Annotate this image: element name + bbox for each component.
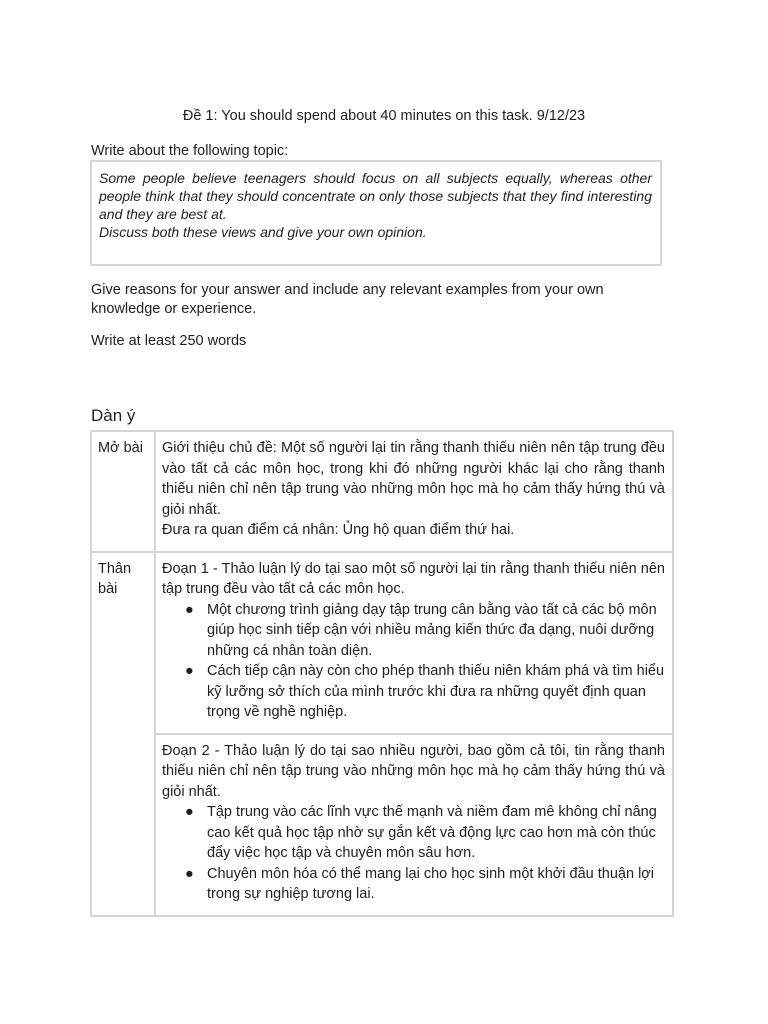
outline-row-body-2 (91, 734, 673, 916)
body-paragraph-2 (155, 734, 673, 916)
list-item (162, 864, 665, 905)
intro-content (155, 431, 673, 552)
page-title: Đề 1: You should spend about 40 minutes on this task. 9/12/23 (182, 108, 586, 124)
list-item-text: Một chương trình giảng dạy tập trung cân bằng vào tất cả các bộ môn giúp học sinh tiếp cận với nhiều mảng kiến thức đa dạng, nuôi dưỡng những cá nhân toàn diện. (207, 601, 657, 659)
outline-row-intro (91, 431, 673, 552)
list-item (162, 802, 665, 864)
outline-heading: Dàn ý (91, 406, 136, 425)
intro-topic: Giới thiệu chủ đề: Một số người lại tin rằng thanh thiếu niên nên tập trung đều vào tất cả các môn học, trong khi đó những người khác lại cho rằng thanh thiếu niên chỉ nên tập trung vào những môn học mà họ cảm thấy hứng thú và giỏi nhất. (162, 440, 665, 518)
paragraph-2-title: Đoạn 2 - Thảo luận lý do tại sao nhiều người, bao gồm cả tôi, tin rằng thanh thiếu niên chỉ nên tập trung vào những môn học mà họ cảm thấy hứng thú và giỏi nhất. (162, 742, 665, 800)
intro-label: Mở bài (91, 431, 155, 552)
topic-statement: Some people believe teenagers should focus on all subjects equally, whereas other people think that they should concentrate on only those subjects that they find interesting and they are best at. (99, 170, 652, 222)
reasons-instruction: Give reasons for your answer and include any relevant examples from your own knowledge or experience. (91, 282, 604, 317)
word-count-instruction: Write at least 250 words (91, 333, 247, 349)
list-item-text: Chuyên môn hóa có thể mang lại cho học sinh một khởi đầu thuận lợi trong sự nghiệp tương lai. (207, 865, 655, 902)
topic-intro-label: Write about the following topic: (91, 143, 289, 159)
list-item-text: Tập trung vào các lĩnh vực thế mạnh và niềm đam mê không chỉ nâng cao kết quả học tập nhờ sự gắn kết và động lực cao hơn mà còn thúc đẩy việc học tập và chuyên môn sâu hơn. (207, 804, 657, 861)
paragraph-1-bullets (162, 600, 665, 723)
topic-box (90, 160, 662, 266)
topic-instruction: Discuss both these views and give your own opinion. (99, 224, 427, 240)
list-item (162, 661, 665, 723)
intro-opinion: Đưa ra quan điểm cá nhân: Ủng hộ quan điểm thứ hai. (162, 522, 515, 538)
outline-row-body-1 (91, 552, 673, 734)
bullet-icon: ● (185, 865, 194, 882)
list-item (162, 600, 665, 662)
bullet-icon: ● (185, 663, 194, 679)
bullet-icon: ● (185, 804, 194, 820)
body-label: Thân bài (91, 552, 155, 916)
body-paragraph-1 (155, 552, 673, 734)
bullet-icon: ● (185, 601, 194, 618)
paragraph-2-bullets (162, 802, 665, 905)
paragraph-1-title: Đoạn 1 - Thảo luận lý do tại sao một số người lại tin rằng thanh thiếu niên nên tập trung đều vào tất cả các môn học. (162, 560, 665, 597)
list-item-text: Cách tiếp cận này còn cho phép thanh thiếu niên khám phá và tìm hiểu kỹ lưỡng sở thích của mình trước khi đưa ra những quyết định quan trọng về nghề nghiệp. (207, 663, 665, 720)
outline-table (90, 430, 674, 917)
